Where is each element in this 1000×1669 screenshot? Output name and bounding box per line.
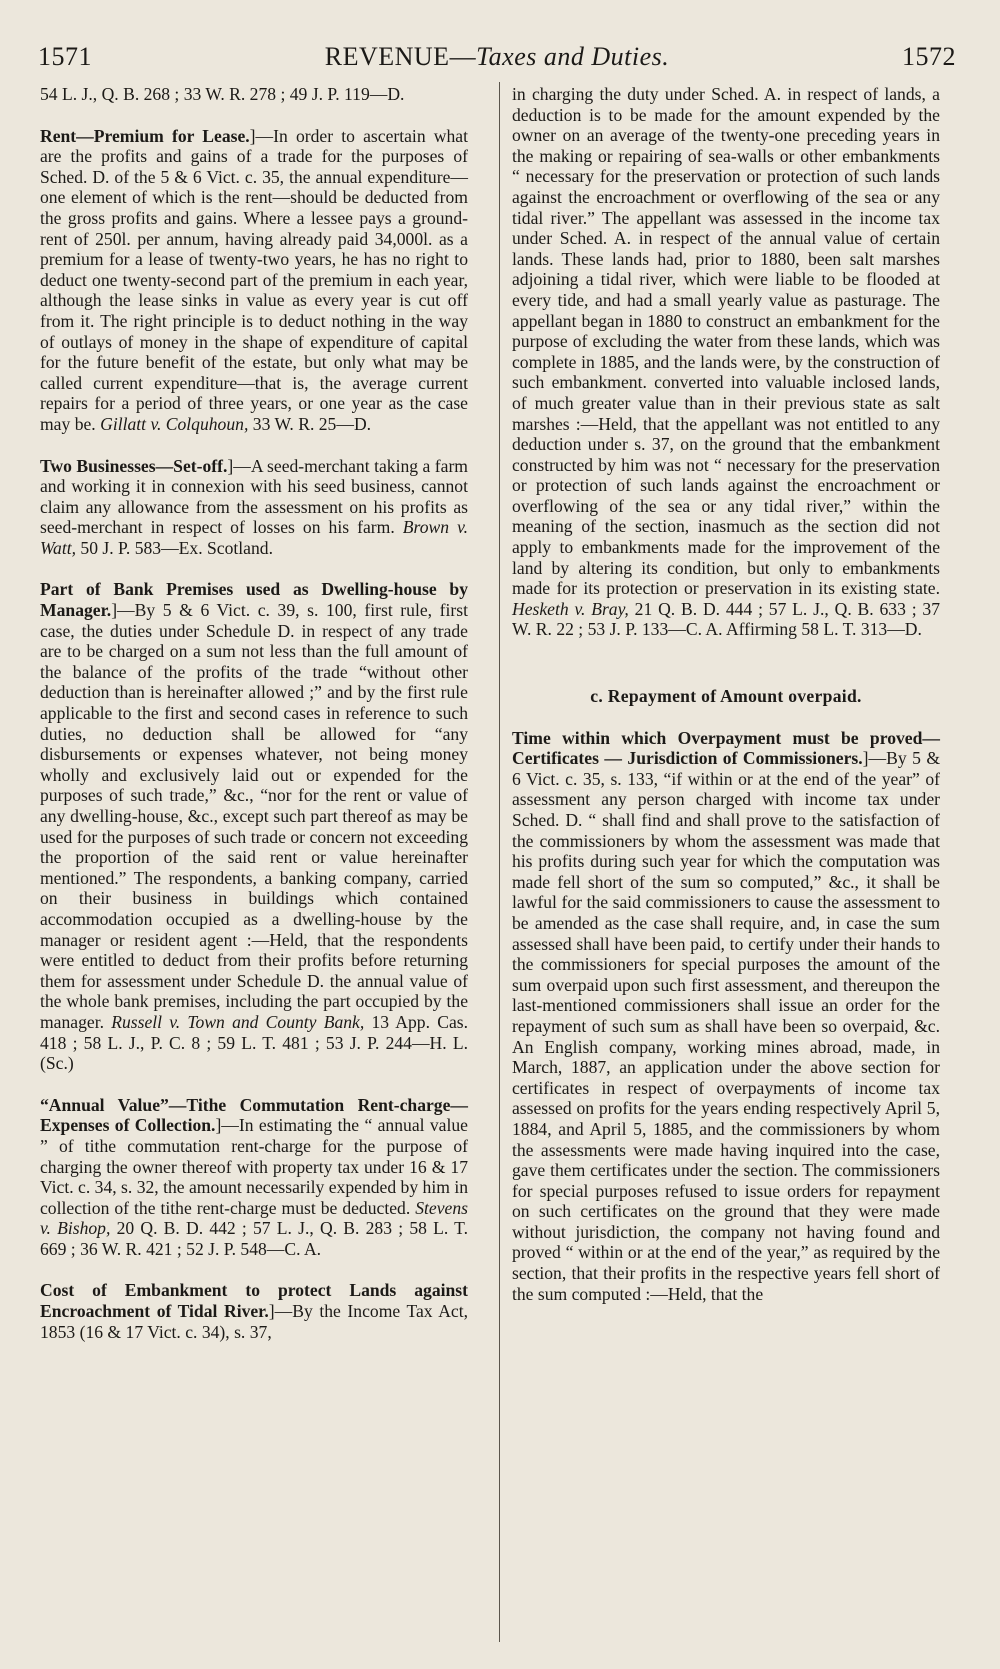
case-citation: 20 Q. B. D. 442 ; 57 L. J., Q. B. 283 ; 58 L. T. 669 ; 36 W. R. 421 ; 52 J. P. 548—C. A. bbox=[40, 1218, 468, 1259]
entry-body: in charging the duty under Sched. A. in respect of lands, a deduction is to be made for the amount expended by the owner on an average of the twenty-one preceding years in the making or repairing of sea-walls or other embankments “ necessary for the preservation or protection of such lands against the encroachment or overflowing of the sea or any tidal river.” The appellant was assessed in the income tax under Sched. A. in respect of the annual value of certain lands. These lands had, prior to 1880, been salt marshes adjoining a tidal river, which were liable to be flooded at every tide, and had a small yearly value as pasturage. The appellant began in 1880 to construct an embankment for the purpose of excluding the water from these lands, which was complete in 1885, and the lands were, by the construction of such embankment. converted into valuable inclosed lands, of much greater value than in their previous state as salt marshes :—Held, that the appellant was not entitled to any deduction under s. 37, on the ground that the embankment constructed by him was not “ necessary for the preservation or protection of such lands against the encroachment or overflowing of the sea or any tidal river,” within the meaning of the section, inasmuch as the section did not apply to embankments made for the improvement of the land by altering its condition, but only to embankments made for its protection or preservation in its existing state. bbox=[512, 84, 940, 599]
entry-body: ]—A seed-merchant taking a farm and working it in connexion with his seed business, cannot claim any allowance from the assessment on his profits as seed-merchant in respect of losses on his farm. bbox=[40, 455, 468, 538]
case-citation: 33 W. R. 25—D. bbox=[252, 413, 372, 434]
entry-embankment bbox=[40, 1280, 468, 1342]
page-number-left: 1571 bbox=[38, 42, 92, 71]
entry-heading: Cost of Embankment to protect Lands against Encroachment of Tidal River. bbox=[40, 1280, 468, 1322]
case-name: Brown v. Watt, bbox=[40, 517, 469, 558]
entry-embankment-continued bbox=[512, 84, 940, 640]
entry-overpayment bbox=[512, 728, 940, 1305]
entry-body: ]—By the Income Tax Act, 1853 (16 & 17 Vict. c. 34), s. 37, bbox=[40, 1301, 468, 1342]
continued-citation: 54 L. J., Q. B. 268 ; 33 W. R. 278 ; 49 J. P. 119—D. bbox=[40, 84, 405, 104]
entry-heading: Rent—Premium for Lease. bbox=[40, 125, 250, 146]
case-citation: 50 J. P. 583—Ex. Scotland. bbox=[80, 537, 273, 558]
case-citation: 13 App. Cas. 418 ; 58 L. J., P. C. 8 ; 59 L. T. 481 ; 53 J. P. 244—H. L. (Sc.) bbox=[40, 1011, 468, 1074]
entry-body: ]—In order to ascertain what are the profits and gains of a trade for the purposes of Sched. D. of the 5 & 6 Vict. c. 35, the annual expenditure—one element of which is the rent—should be deducted from the gross profits and gains. Where a lessee pays a ground-rent of 250l. per annum, having already paid 34,000l. as a premium for a lease of twenty-two years, he has no right to deduct one twenty-second part of the premium in each year, although the lease sinks in value as every year is cut off from it. The right principle is to deduct nothing in the way of outlays of money in the shape of expenditure of capital for the future benefit of the estate, but only what may be called current expenditure—that is, the average current repairs for a period of three years, or one year as the case may be. bbox=[40, 125, 468, 434]
entry-two-businesses bbox=[40, 456, 468, 559]
running-title-italic: Taxes and Duties. bbox=[476, 42, 670, 71]
left-column bbox=[40, 84, 468, 1342]
entry-bank-premises bbox=[40, 579, 468, 1073]
entry-body: ]—In estimating the “ annual value ” of tithe commutation rent-charge for the purpose of charging the owner thereof with property tax under 16 & 17 Vict. c. 34, s. 32, the amount necessarily expended by him in collection of the tithe rent-charge must be deducted. bbox=[40, 1115, 468, 1218]
case-name: Stevens v. Bishop, bbox=[40, 1197, 468, 1239]
running-title bbox=[38, 42, 956, 72]
case-name: Gillatt v. Colquhoun, bbox=[100, 413, 249, 434]
running-header bbox=[38, 38, 956, 82]
entry-heading: Two Businesses—Set-off. bbox=[40, 455, 228, 476]
entry-heading: “Annual Value”—Tithe Commutation Rent-charge—Expenses of Collection. bbox=[40, 1094, 468, 1136]
case-name: Russell v. Town and County Bank, bbox=[111, 1011, 365, 1032]
entry-heading: Time within which Overpayment must be proved—Certificates — Jurisdiction of Commissioners. bbox=[512, 727, 940, 769]
case-citation: 21 Q. B. D. 444 ; 57 L. J., Q. B. 633 ; 37 W. R. 22 ; 53 J. P. 133—C. A. Affirming 58 L. T. 313—D. bbox=[512, 598, 940, 640]
running-title-main: REVENUE— bbox=[324, 42, 477, 71]
entry-annual-value bbox=[40, 1095, 468, 1260]
case-name: Hesketh v. Bray, bbox=[512, 598, 629, 619]
page-number-right: 1572 bbox=[902, 42, 956, 71]
column-divider bbox=[499, 82, 500, 1642]
section-heading: c. Repayment of Amount overpaid. bbox=[590, 686, 862, 707]
entry-body: ]—By 5 & 6 Vict. c. 35, s. 133, “if within or at the end of the year” of assessment any person charged with income tax under Sched. D. “ shall find and shall prove to the satisfaction of the commissioners by whom the assessment was made that his profits during such year for which the computation was made fell short of the sum so computed,” &c., it shall be lawful for the said commissioners to cause the assessment to be amended as the case shall require, and, in case the sum assessed shall have been paid, to certify under their hands to the commissioners for special purposes the amount of the sum overpaid upon such first assessment, and thereupon the last-mentioned commissioners shall issue an order for the repayment of such sum as shall have been so overpaid, &c. An English company, working mines abroad, made, in March, 1887, an application under the above section for certificates in respect of overpayments of income tax assessed on profits for the years ending respectively April 5, 1884, and April 5, 1885, and the commissioners by whom the assessments were made having inquired into the case, gave them certificates under the section. The commissioners for special purposes refused to issue orders for repayment on such certificates on the ground that they were made without jurisdiction, the company not having found and proved “ within or at the end of the year,” as required by the section, that their profits in the respective years fell short of the sum computed :—Held, that the bbox=[512, 748, 940, 1304]
entry-body: ]—By 5 & 6 Vict. c. 39, s. 100, first rule, first case, the duties under Schedule D. in respect of any trade are to be charged on a sum not less than the full amount of the balance of the profits of the trade “without other deduction than is hereinafter allowed ;” and by the first rule applicable to the first and second cases in reference to such duties, no deduction shall be allowed for “any disbursements or expenses whatever, not being money wholly and exclusively laid out or expended for the purposes of such trade,” &c., “nor for the rent or value of any dwelling-house, &c., except such part thereof as may be used for the purposes of such trade or concern not exceeding the proportion of the said rent or value hereinafter mentioned.” The respondents, a banking company, carried on their business in buildings which contained accommodation occupied as a dwelling-house by the manager or resident agent :—Held, that the respondents were entitled to deduct from their profits before returning them for assessment under Schedule D. the annual value of the whole bank premises, including the part occupied by the manager. bbox=[40, 600, 468, 1032]
entry-heading: Part of Bank Premises used as Dwelling-house by Manager. bbox=[40, 579, 468, 621]
entry-rent-premium bbox=[40, 126, 468, 435]
right-column bbox=[512, 84, 940, 1304]
